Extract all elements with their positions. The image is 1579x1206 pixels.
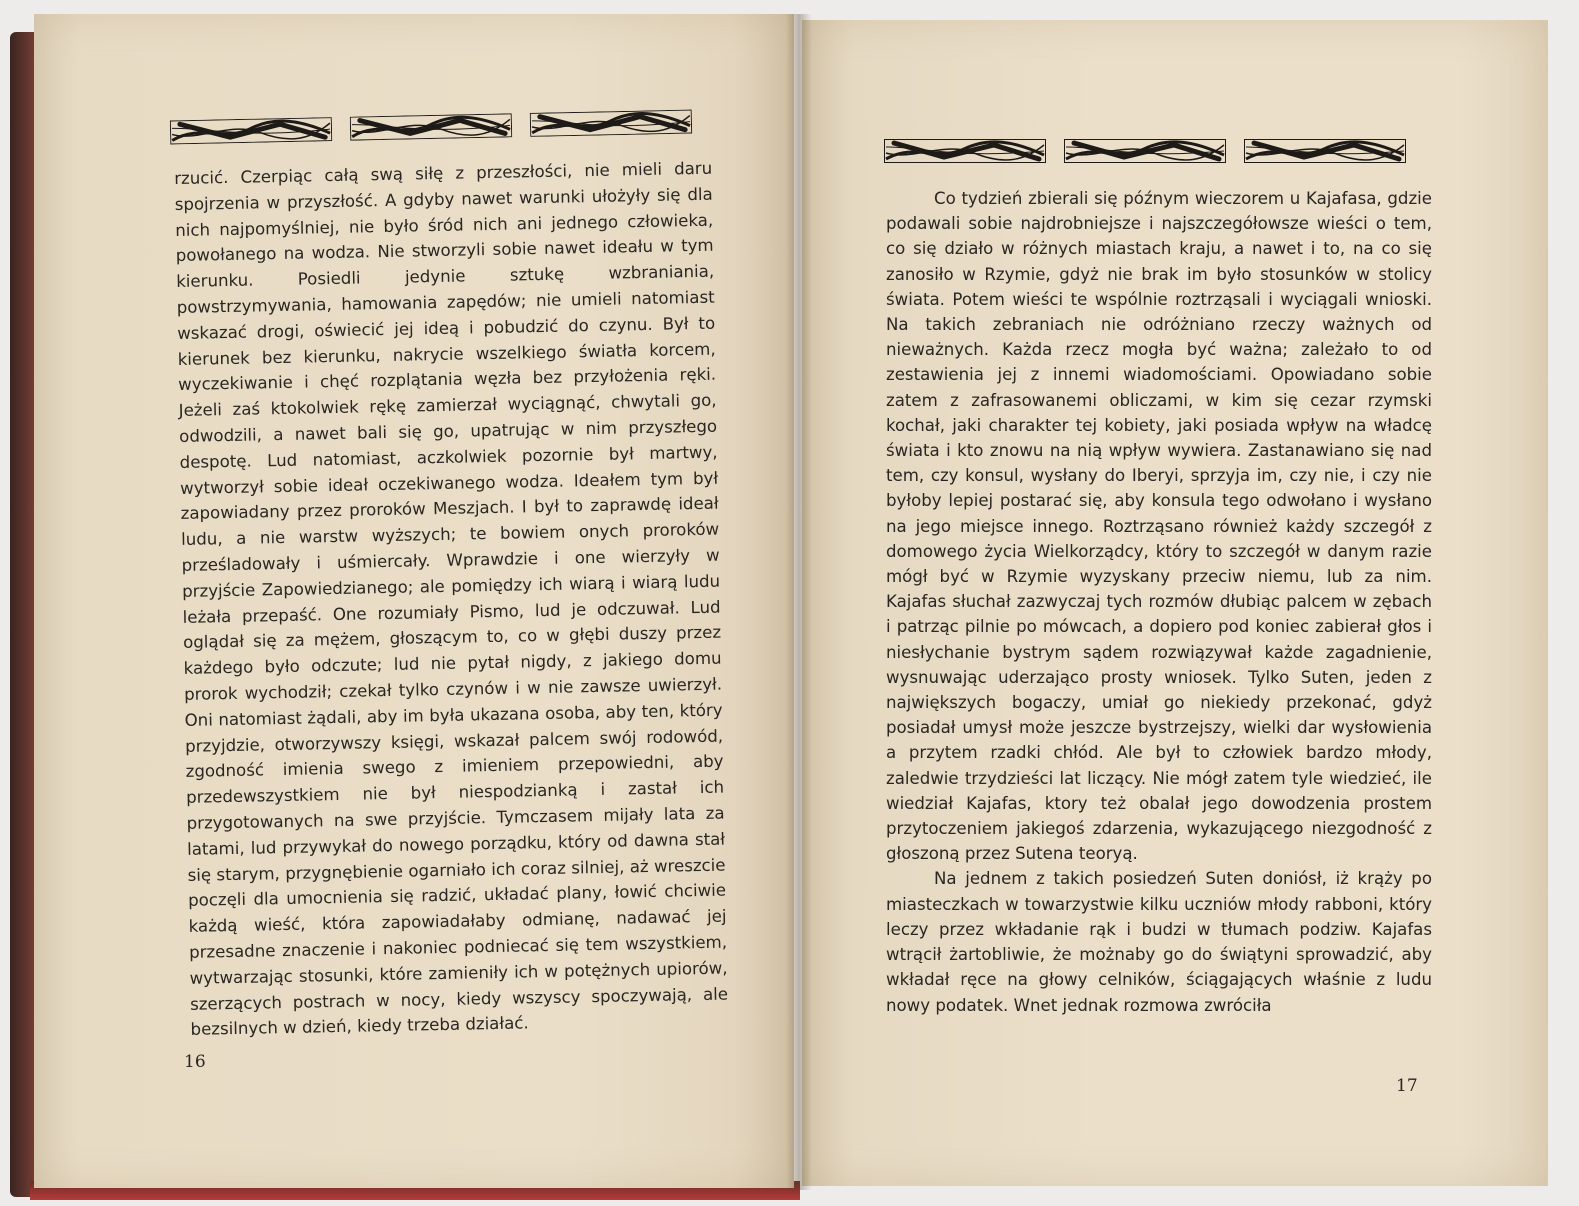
left-page	[34, 14, 794, 1188]
open-book	[10, 6, 1570, 1200]
right-page-number: 17	[1396, 1076, 1418, 1096]
left-page-number: 16	[184, 1052, 206, 1072]
right-page	[802, 20, 1548, 1186]
ornament-band-icon	[350, 113, 512, 140]
ornament-band-icon	[530, 110, 692, 137]
right-page-paragraph: Na jednem z takich posiedzeń Suten doniósł, iż krąży po miasteczkach w towarzystwie kilku uczniów młody rabboni, który leczy przez wkładanie rąk i budzi w tłumach podziw. Kajafas wtrącił żartobliwie, że możnaby go do świątyni sprowadzić, aby wkładał ręce na głowy celników, ściągających właśnie z ludu nowy podatek. Wnet jednak rozmowa zwróciła	[886, 869, 1432, 1015]
header-ornament-row	[884, 139, 1406, 163]
ornament-band-icon	[1064, 139, 1226, 163]
right-page-body-text	[886, 186, 1432, 1018]
right-page-paragraph: Co tydzień zbierali się późnym wieczorem u Kajafasa, gdzie podawali sobie najdrobniejsze i najszczegółowsze wieści o tem, co się działo w różnych miastach kraju, a nawet i to, na co się zanosiło w Rzymie, gdyż nie brak im było stosunków w stolicy świata. Potem wieści te wspólnie roztrząsali i wyciągali wnioski. Na takich zebraniach nie odróżniano rzeczy ważnych od nieważnych. Każda rzecz mogła być ważna; zależało to od zestawienia jej z innemi wiadomościami. Opowiadano sobie zatem z zafrasowanemi obliczami, w kim się cezar rzymski kochał, jaki charakter tej kobiety, jaki posiada wpływ na władcę świata i kto znowu na nią wpływ wywiera. Zastanawiano się nad tem, czy konsul, wysłany do Iberyi, sprzyja im, czy nie, i czy nie byłoby lepiej postarać się, aby konsula tego odwołano i wysłano na jego miejsce innego. Roztrząsano również każdy szczegół z domowego życia Wielkorządcy, który to szczegół w danym razie mógł być w Rzymie wyzyskany przeciw niemu, lub za nim. Kajafas słuchał zazwyczaj tych rozmów dłubiąc palcem w zębach i patrząc pilnie po mówcach, a dopiero pod koniec zabierał głos i niesłychanie bystrym sądem rozwiązywał każde zagadnienie, wysnuwając uderzająco prosty wniosek. Tylko Suten, jeden z największych bogaczy, umiał go niekiedy przekonać, gdyż posiadał umysł może jeszcze bystrzejszy, wielki dar wysłowienia a przytem rzadki chłód. Ale był to człowiek bardzo młody, zaledwie trzydzieści lat liczący. Nie mógł zatem tyle wiedzieć, ile wiedział Kajafas, ktory też obalał jego dowodzenia prostem przytoczeniem jakiegoś zdarzenia, wykazującego niezgodność z głoszoną przez Sutena teoryą.	[886, 189, 1432, 864]
ornament-band-icon	[170, 117, 332, 144]
header-ornament-row	[170, 110, 692, 145]
ornament-band-icon	[884, 139, 1046, 163]
ornament-band-icon	[1244, 139, 1406, 163]
book-gutter	[786, 14, 812, 1190]
left-page-paragraph: rzucić. Czerpiąc całą swą siłę z przeszłości, nie mieli daru spojrzenia w przyszłość. A gdyby nawet warunki ułożyły się dla nich najpomyślniej, nie było śród nich ani jednego człowieka, powołanego na wodza. Nie stworzyli sobie nawet ideału w tym kierunku. Posiedli jedynie sztukę wzbraniania, powstrzymywania, hamowania zapędów; nie umieli natomiast wskazać drogi, oświecić jej ideą i pobudzić do czynu. Był to kierunek bez kierunku, nakrycie wszelkiego światła korcem, wyczekiwanie i chęć rozplątania węzła bez przyłożenia ręki. Jeżeli zaś ktokolwiek rękę zamierzał wyciągnąć, chwytali go, odwodzili, a nawet bali się go, upatrując w nim przyszłego despotę. Lud natomiast, aczkolwiek pozornie był martwy, wytworzył sobie ideał oczekiwanego wodza. Ideałem tym był zapowiadany przez proroków Meszjach. I był to zaprawdę ideał ludu, a nie warstw wyższych; te bowiem onych proroków prześladowały i uśmiercały. Wprawdzie i one wierzyły w przyjście Zapowiedzianego; ale pomiędzy ich wiarą i wiarą ludu leżała przepaść. One rozumiały Pismo, lud je odczuwał. Lud oglądał się za mężem, głoszącym to, co w głębi duszy przez każdego było odczute; lud nie pytał nigdy, z jakiego domu prorok wychodził; czekał tylko czynów i w nie zawsze uwierzył. Oni natomiast żądali, aby im była ukazana osoba, aby ten, który przyjdzie, otworzywszy księgi, wskazał palcem swój rodowód, zgodność imienia swego z imieniem przepowiedni, aby przedewszystkiem nie był niespodzianką i zastał ich przygotowanych na swe przyjście. Tymczasem mijały lata za latami, lud przywykał do nowego porządku, który od dawna stał się starym, przygnębienie ogarniało ich coraz silniej, aż wreszcie poczęli dla umocnienia się radzić, układać plany, łowić chciwie każdą wieść, która zapowiadałaby odmianę, nadawać jej przesadne znaczenie i nakoniec podniecać się tem wszystkiem, wytwarzając stosunki, które zamieniły ich w potężnych upiorów, szerzących postrach w nocy, kiedy wszyscy spoczywają, ale bezsilnych w dzień, kiedy trzeba działać.	[174, 158, 729, 1040]
left-page-body-text	[174, 156, 729, 1043]
